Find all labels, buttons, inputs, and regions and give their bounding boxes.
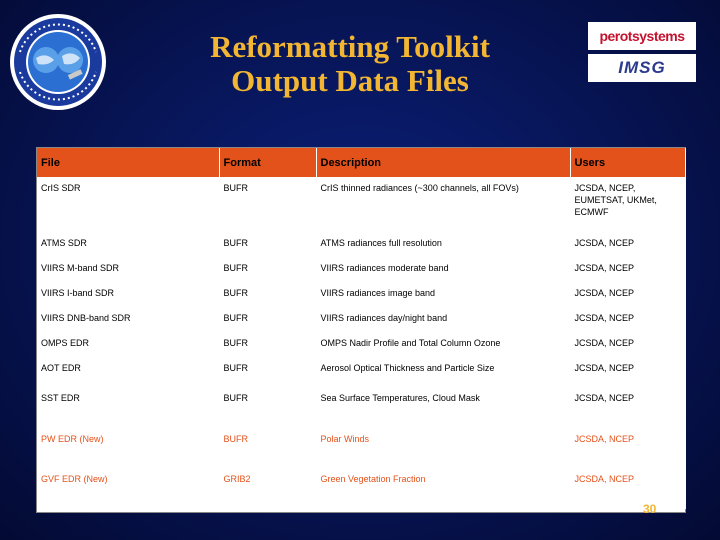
cell-format: BUFR <box>219 233 316 258</box>
table-row <box>37 388 685 429</box>
cell-description: Polar Winds <box>316 429 570 469</box>
output-files-table <box>36 147 686 513</box>
cell-format: BUFR <box>219 388 316 429</box>
header-description: Description <box>316 148 570 178</box>
noaa-nesdis-star-seal <box>8 12 108 112</box>
cell-description: Sea Surface Temperatures, Cloud Mask <box>316 388 570 429</box>
table-row <box>37 258 685 283</box>
cell-format: BUFR <box>219 308 316 333</box>
cell-description: CrIS thinned radiances (~300 channels, all FOVs) <box>316 178 570 233</box>
cell-description: VIIRS radiances day/night band <box>316 308 570 333</box>
cell-users: JCSDA, NCEP <box>570 333 685 358</box>
cell-description: Green Vegetation Fraction <box>316 469 570 509</box>
cell-users: JCSDA, NCEP, EUMETSAT, UKMet, ECMWF <box>570 178 685 233</box>
cell-users: JCSDA, NCEP <box>570 258 685 283</box>
table-row <box>37 233 685 258</box>
cell-format: BUFR <box>219 358 316 388</box>
cell-file: OMPS EDR <box>37 333 219 358</box>
cell-description: ATMS radiances full resolution <box>316 233 570 258</box>
cell-users: JCSDA, NCEP <box>570 233 685 258</box>
table-row <box>37 469 685 509</box>
slide-title <box>150 30 550 98</box>
cell-description: OMPS Nadir Profile and Total Column Ozone <box>316 333 570 358</box>
cell-format: BUFR <box>219 178 316 233</box>
cell-file: AOT EDR <box>37 358 219 388</box>
cell-description: VIIRS radiances image band <box>316 283 570 308</box>
perotsystems-logo <box>588 22 696 50</box>
cell-users: JCSDA, NCEP <box>570 388 685 429</box>
cell-file: VIIRS M-band SDR <box>37 258 219 283</box>
cell-file: VIIRS I-band SDR <box>37 283 219 308</box>
cell-format: BUFR <box>219 258 316 283</box>
imsg-logo-text: IMSG <box>618 58 666 77</box>
cell-file: ATMS SDR <box>37 233 219 258</box>
perotsystems-logo-text: perotsystems <box>599 28 685 44</box>
cell-file: SST EDR <box>37 388 219 429</box>
imsg-logo <box>588 54 696 82</box>
cell-users: JCSDA, NCEP <box>570 283 685 308</box>
cell-file: PW EDR (New) <box>37 429 219 469</box>
cell-file: VIIRS DNB-band SDR <box>37 308 219 333</box>
title-line-1: Reformatting Toolkit <box>210 29 490 64</box>
table-row <box>37 358 685 388</box>
title-line-2: Output Data Files <box>231 63 469 98</box>
cell-description: Aerosol Optical Thickness and Particle Size <box>316 358 570 388</box>
table-row <box>37 178 685 233</box>
header-format: Format <box>219 148 316 178</box>
cell-description: VIIRS radiances moderate band <box>316 258 570 283</box>
cell-users: JCSDA, NCEP <box>570 429 685 469</box>
table-row <box>37 429 685 469</box>
table-header-row <box>37 148 685 178</box>
cell-file: CrIS SDR <box>37 178 219 233</box>
cell-format: BUFR <box>219 333 316 358</box>
table-row <box>37 308 685 333</box>
cell-format: BUFR <box>219 283 316 308</box>
table-row <box>37 333 685 358</box>
header-file: File <box>37 148 219 178</box>
cell-format: GRIB2 <box>219 469 316 509</box>
cell-users: JCSDA, NCEP <box>570 308 685 333</box>
cell-users: JCSDA, NCEP <box>570 358 685 388</box>
page-number: 30 <box>643 502 657 516</box>
header-users: Users <box>570 148 685 178</box>
cell-file: GVF EDR (New) <box>37 469 219 509</box>
cell-format: BUFR <box>219 429 316 469</box>
cell-users: JCSDA, NCEP <box>570 469 685 509</box>
table-row <box>37 283 685 308</box>
